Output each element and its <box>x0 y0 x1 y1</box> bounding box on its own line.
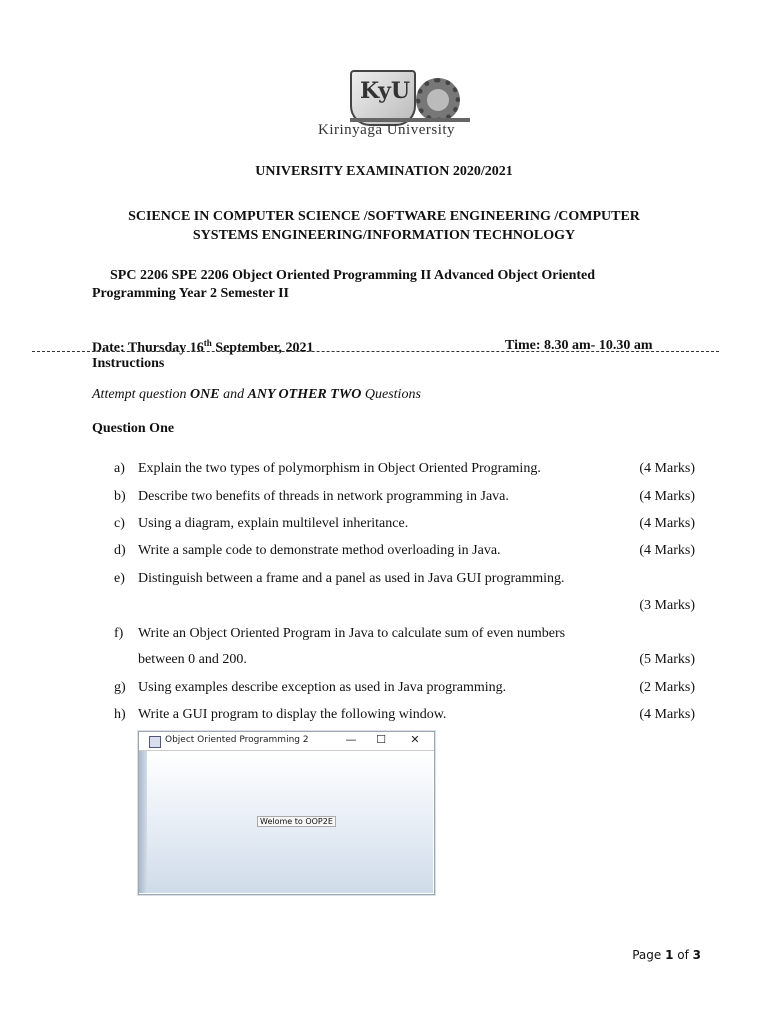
question-label: d) <box>114 543 126 558</box>
dashed-divider <box>32 351 719 352</box>
shield-letters: KyU <box>360 78 411 104</box>
question-marks: (4 Marks) <box>639 516 695 531</box>
programme-line-2: SYSTEMS ENGINEERING/INFORMATION TECHNOLOGY <box>192 228 576 243</box>
java-window-content <box>147 751 433 893</box>
maximize-icon: ☐ <box>376 733 386 746</box>
exam-date <box>92 338 314 357</box>
exam-title: UNIVERSITY EXAMINATION 2020/2021 <box>255 164 513 179</box>
date-suffix: th <box>203 338 212 348</box>
university-name: Kirinyaga University <box>318 122 456 138</box>
question-text: Explain the two types of polymorphism in Object Oriented Programing. <box>138 461 541 476</box>
java-window-image <box>138 731 435 895</box>
question-item <box>0 489 768 509</box>
instructions-text <box>92 387 421 403</box>
question-item <box>0 543 768 563</box>
question-item <box>0 516 768 536</box>
welcome-label: Welome to OOP2E <box>257 816 336 827</box>
instr-any-other-two: ANY OTHER TWO <box>247 387 362 402</box>
instr-part-3: Questions <box>361 387 421 402</box>
question-text: Using examples describe exception as used in Java programming. <box>138 680 507 695</box>
question-text: Write a GUI program to display the following window. <box>138 707 447 722</box>
instr-one: ONE <box>190 387 220 402</box>
question-text: Using a diagram, explain multilevel inheritance. <box>138 516 409 531</box>
question-item <box>0 461 768 481</box>
question-label: g) <box>114 680 126 695</box>
page-number <box>632 948 701 962</box>
question-item <box>0 680 768 700</box>
close-icon: ✕ <box>410 733 420 746</box>
java-window-titlebar <box>139 732 434 751</box>
java-app-icon <box>149 736 161 748</box>
question-label: b) <box>114 489 126 504</box>
date-label: Date: Thursday 16 <box>92 340 204 356</box>
date-rest: September, 2021 <box>211 340 314 356</box>
java-window-title: Object Oriented Programming 2 <box>165 735 309 745</box>
page-prefix: Page <box>632 948 666 962</box>
question-label: c) <box>114 516 125 531</box>
instructions-heading: Instructions <box>92 356 165 371</box>
page-total: 3 <box>692 948 701 962</box>
question-item <box>0 626 768 674</box>
gear-center <box>427 89 449 111</box>
question-label: h) <box>114 707 126 722</box>
question-one-heading: Question One <box>92 421 175 436</box>
question-marks: (4 Marks) <box>639 489 695 504</box>
page-mid: of <box>673 948 693 962</box>
question-marks: (3 Marks) <box>639 598 695 613</box>
exam-time: Time: 8.30 am- 10.30 am <box>505 338 653 353</box>
question-text: Describe two benefits of threads in network programming in Java. <box>138 489 509 504</box>
question-item <box>0 707 768 727</box>
question-marks: (4 Marks) <box>639 461 695 476</box>
question-label: e) <box>114 571 125 586</box>
question-label: f) <box>114 626 124 641</box>
question-text: Write a sample code to demonstrate method overloading in Java. <box>138 543 501 558</box>
question-marks: (2 Marks) <box>639 680 695 695</box>
instr-part-2: and <box>219 387 248 402</box>
question-text: Write an Object Oriented Program in Java to calculate sum of even numbers <box>138 626 566 641</box>
java-window-left-border <box>139 751 147 893</box>
instr-part-1: Attempt question <box>92 387 190 402</box>
course-line-1: SPC 2206 SPE 2206 Object Oriented Programming II Advanced Object Oriented <box>110 268 596 283</box>
question-text: Distinguish between a frame and a panel as used in Java GUI programming. <box>138 571 565 586</box>
question-marks: (5 Marks) <box>639 652 695 667</box>
question-item <box>0 571 768 619</box>
university-logo <box>318 70 520 142</box>
question-marks: (4 Marks) <box>639 543 695 558</box>
page-current: 1 <box>665 948 674 962</box>
minimize-icon: — <box>345 733 357 746</box>
course-line-2: Programming Year 2 Semester II <box>92 286 289 301</box>
programme-line-1: SCIENCE IN COMPUTER SCIENCE /SOFTWARE ENGINEERING /COMPUTER <box>128 209 640 224</box>
question-marks: (4 Marks) <box>639 707 695 722</box>
question-label: a) <box>114 461 125 476</box>
question-text-cont: between 0 and 200. <box>138 652 247 667</box>
